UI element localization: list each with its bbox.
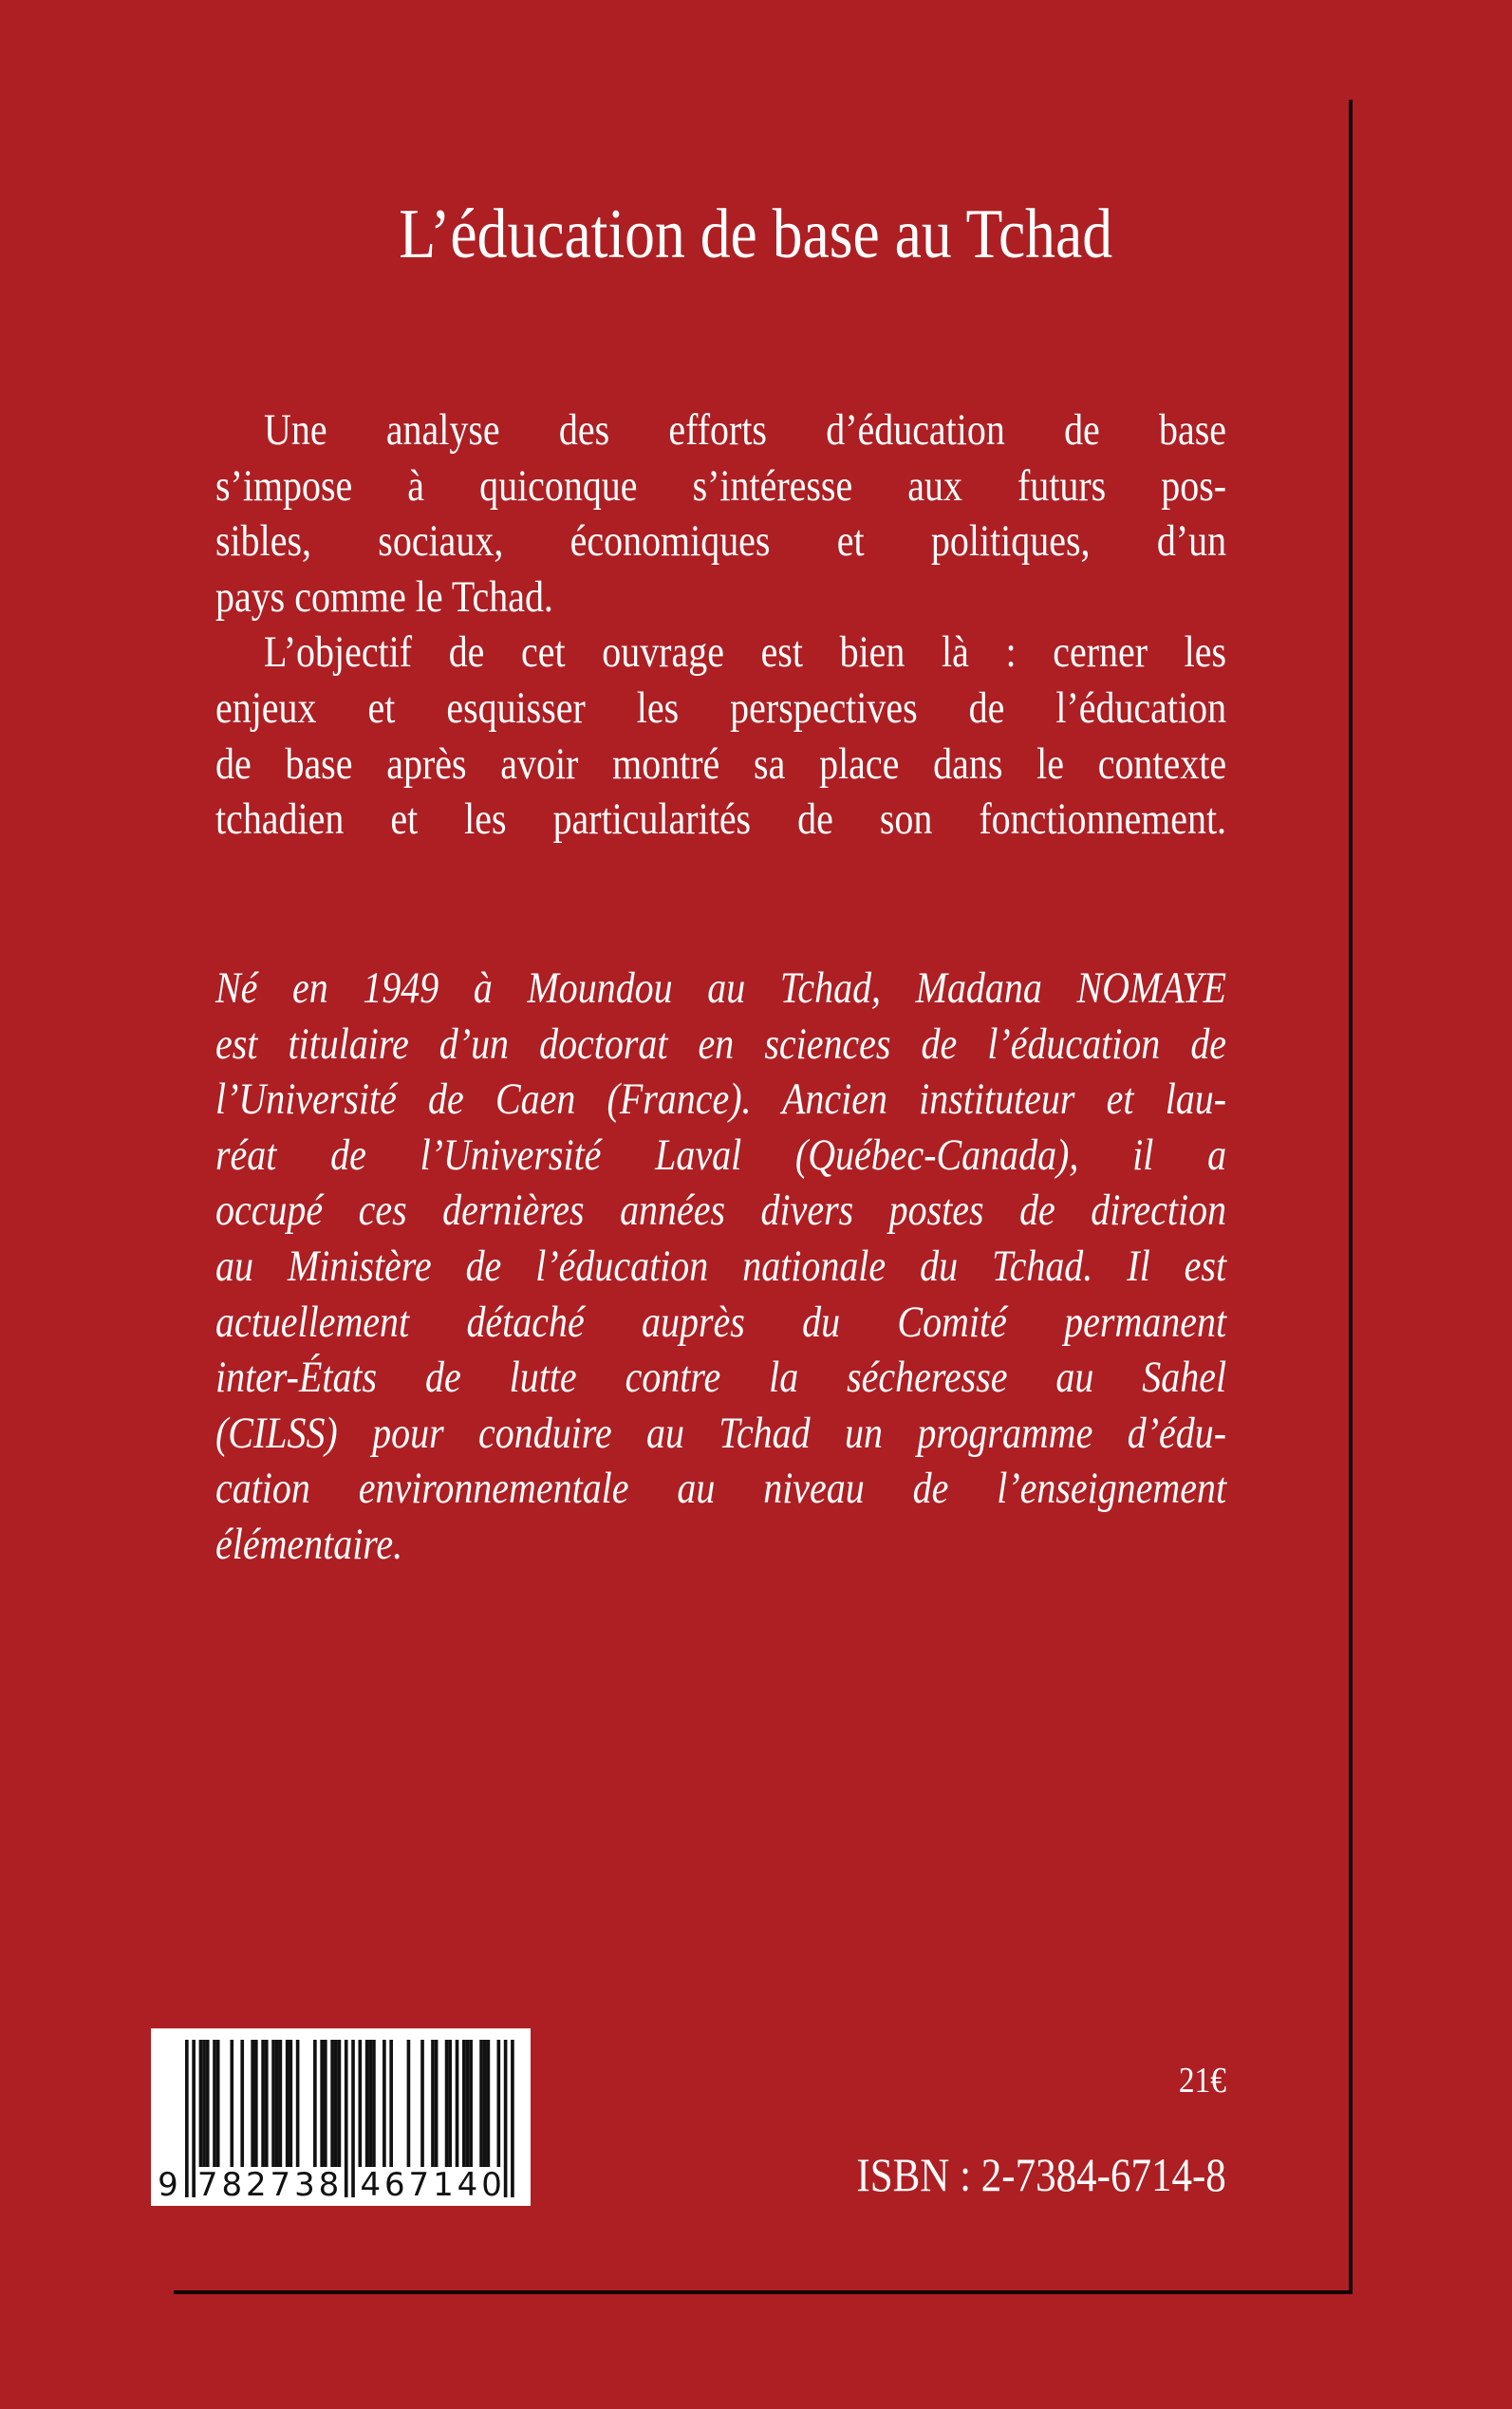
barcode-digit: 3 — [294, 2166, 315, 2204]
barcode-digit: 7 — [270, 2166, 291, 2204]
barcode-bar — [504, 2040, 508, 2197]
barcode-digit: 6 — [384, 2166, 405, 2204]
bio-line: est titulaire d’un doctorat en sciences de l’éducation de — [215, 1018, 1227, 1069]
barcode-bar — [483, 2040, 487, 2167]
barcode-bar — [420, 2040, 424, 2167]
book-title — [0, 195, 1512, 275]
barcode-digit: 0 — [481, 2166, 502, 2204]
right-border-rule — [1349, 100, 1353, 2294]
barcode-bar — [324, 2040, 327, 2167]
barcode-bar — [216, 2040, 220, 2167]
barcode-digit: 4 — [360, 2166, 382, 2204]
barcode-bar — [479, 2040, 483, 2167]
barcode-bar — [254, 2040, 258, 2167]
barcode-bar — [240, 2040, 244, 2167]
barcode-bar — [351, 2040, 355, 2197]
barcode-bar — [456, 2040, 459, 2167]
barcode-bar — [206, 2040, 210, 2167]
barcode-bar — [289, 2040, 293, 2167]
barcode-bar — [469, 2040, 473, 2167]
summary-line: enjeux et esquisser les perspectives de l’éducation — [215, 682, 1227, 733]
book-title-text: L’éducation de base au Tchad — [399, 196, 1113, 273]
summary-line: de base après avoir montré sa place dans le contexte — [215, 738, 1227, 789]
barcode-bar — [213, 2040, 216, 2167]
barcode-bar — [199, 2040, 203, 2167]
barcode-digit: 1 — [433, 2166, 454, 2204]
barcode-bar — [497, 2040, 501, 2167]
barcode-bar — [466, 2040, 470, 2167]
barcode-bar — [296, 2040, 300, 2167]
isbn: ISBN : 2-7384-6714-8 — [856, 2148, 1226, 2201]
barcode-bar — [192, 2040, 196, 2197]
barcode-digit: 9 — [158, 2166, 178, 2204]
barcode-bar — [359, 2040, 363, 2167]
barcode-digit: 7 — [196, 2166, 218, 2204]
barcode-bar — [368, 2040, 372, 2167]
bio-line: réat de l’Université Laval (Québec-Canada), il a — [215, 1130, 1227, 1180]
barcode-bar — [251, 2040, 254, 2167]
bio-line: actuellement détaché auprès du Comité permanent — [215, 1297, 1227, 1347]
bio-line: l’Université de Caen (France). Ancien instituteur et lau- — [215, 1074, 1227, 1125]
barcode-bar — [345, 2040, 348, 2197]
summary-line: sibles, sociaux, économiques et politiques, d’un — [215, 516, 1227, 567]
barcode-bar — [330, 2040, 334, 2167]
barcode-bar — [265, 2040, 269, 2167]
summary-text — [215, 402, 1226, 848]
author-bio — [215, 961, 1226, 1573]
barcode-bar — [185, 2040, 189, 2197]
bio-line: cation environnementale au niveau de l’enseignement — [215, 1464, 1227, 1514]
barcode-digit: 8 — [318, 2166, 340, 2204]
barcode-bar — [275, 2040, 279, 2167]
bio-line: Né en 1949 à Moundou au Tchad, Madana NOMAYE — [215, 963, 1227, 1013]
barcode-bar — [261, 2040, 265, 2167]
barcode-bar — [320, 2040, 324, 2167]
barcode-bar — [448, 2040, 452, 2167]
bio-line: élémentaire. — [215, 1519, 403, 1569]
barcode-bar — [487, 2040, 491, 2167]
barcode-bar — [338, 2040, 342, 2167]
barcode-bar — [365, 2040, 369, 2167]
barcode-bar — [431, 2040, 435, 2167]
barcode-digit: 2 — [246, 2166, 267, 2204]
barcode-bar — [230, 2040, 233, 2167]
barcode-bar — [313, 2040, 317, 2167]
barcode-bars — [151, 2028, 531, 2206]
barcode-bar — [279, 2040, 283, 2167]
barcode-bar — [407, 2040, 411, 2167]
barcode-digit: 4 — [457, 2166, 478, 2204]
barcode-bar — [372, 2040, 376, 2167]
barcode-bar — [334, 2040, 338, 2167]
barcode-bar — [286, 2040, 289, 2167]
barcode-digit: 7 — [408, 2166, 430, 2204]
barcode-bar — [271, 2040, 275, 2167]
barcode-bar — [435, 2040, 439, 2167]
summary-line: pays comme le Tchad. — [215, 571, 553, 622]
summary-line: tchadien et les particularités de son fonctionnement. — [215, 794, 1227, 845]
bio-line: au Ministère de l’éducation nationale du Tchad. Il est — [215, 1241, 1227, 1291]
summary-line: Une analyse des efforts d’éducation de base — [264, 405, 1227, 455]
price: 21€ — [1178, 2061, 1226, 2101]
barcode-bar — [511, 2040, 514, 2197]
barcode-bar — [462, 2040, 466, 2167]
barcode — [151, 2028, 531, 2206]
barcode-bar — [389, 2040, 393, 2167]
summary-line: s’impose à quiconque s’intéresse aux futurs pos- — [215, 460, 1227, 511]
barcode-bar — [445, 2040, 449, 2167]
bottom-border-rule — [174, 2290, 1353, 2294]
bio-line: (CILSS) pour conduire au Tchad un programme d’édu- — [215, 1408, 1227, 1458]
barcode-bar — [383, 2040, 386, 2167]
barcode-digit: 8 — [221, 2166, 243, 2204]
summary-line: L’objectif de cet ouvrage est bien là : cerner les — [264, 627, 1227, 678]
bio-line: inter-États de lutte contre la sécheresse au Sahel — [215, 1353, 1227, 1403]
barcode-bar — [202, 2040, 206, 2167]
bio-line: occupé ces dernières années divers postes de direction — [215, 1186, 1227, 1236]
